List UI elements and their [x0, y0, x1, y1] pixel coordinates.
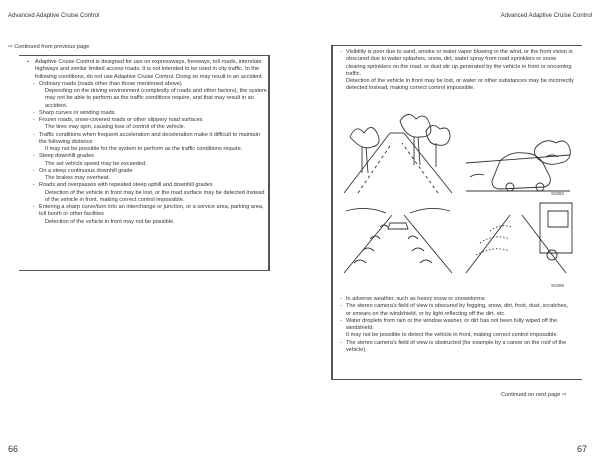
list-item: - In adverse weather, such as heavy snow or snowstorms: [340, 296, 574, 303]
right-box-top-text: [340, 49, 574, 93]
left-page-header: Advanced Adaptive Cruise Control: [8, 13, 100, 19]
figure-code-top: S0392: [551, 191, 565, 196]
list-item: - Frozen roads, snow-covered roads or other slippery road surfaces The tires may spin, causing loss of control of the vehicle.: [33, 117, 267, 132]
page-number-right: 67: [577, 444, 588, 454]
left-box-text: [27, 59, 267, 226]
list-item: - Visibility is poor due to sand, smoke or water vapor blowing in the wind, or the front vision is obscured due to water splashes, snow, dirt, water spray from road sprinklers or snow clearing sprinklers on the road, or dust stir up generated by the vehicle in front or oncoming traffic. Detection of the vehicle in front may be lost, or water or other substances may be incorrectly detected instead, making correct control impossible.: [340, 49, 574, 93]
list-item: - On a steep continuous downhill grade The brakes may overheat.: [33, 168, 267, 183]
list-item: - Roads and overpasses with repeated steep uphill and downhill grades Detection of the vehicle in front may be lost, or the road surface may be detected instead of the vehicle in front, making correct control impossible.: [33, 182, 267, 204]
continued-from-previous: ⇨ Continued from previous page: [8, 44, 90, 50]
continued-on-next: Continued on next page ⇨: [501, 392, 567, 398]
intro-paragraph: • Adaptive Cruise Control is designed for use on expressways, freeways, toll roads, interstate highways and similar limited access roads. It is not intended to be used in city traffic. In the following conditions, do not use Adaptive Cruise Control. Doing so may result in an accident.: [27, 59, 267, 81]
list-item: - Traffic conditions when frequent acceleration and deceleration make it difficult to maintain the following distance It may not be possible for the system to perform as the traffic conditions require.: [33, 132, 267, 154]
list-item: - Entering a sharp curve/turn into an interchange or junction, or a service area, parking area, toll booth or other facilities Detection of the vehicle in front may not be possible.: [33, 204, 267, 226]
condition-list: [27, 81, 267, 226]
right-page-header: Advanced Adaptive Cruise Control: [500, 13, 592, 19]
list-item: - Water droplets from rain or the window washer, or dirt has not been fully wiped off the windshield. It may not be possible to detect the vehicle in front, making correct control impossible.: [340, 318, 574, 340]
illustration-poor-visibility: [340, 103, 574, 283]
list-item: - The stereo camera's field of view is obstructed (for example by a canoe on the roof of the vehicle).: [340, 340, 574, 355]
list-item: - The stereo camera's field of view is obscured by fogging, snow, dirt, frost, dust, scratches, or smears on the windshield, or by light reflecting off the dirt, etc.: [340, 303, 574, 318]
list-item: - Sharp curves or winding roads: [33, 110, 267, 117]
list-item: - Ordinary roads (roads other than those mentioned above) Depending on the driving environment (complexity of roads and other factors), the system may not be able to perform as the traffic conditions require, and that may result in an accident.: [33, 81, 267, 110]
figure-code-bottom: S0396: [551, 283, 565, 288]
page-number-left: 66: [8, 444, 19, 454]
list-item: - Steep downhill grades The set vehicle speed may be exceeded.: [33, 153, 267, 168]
right-box-bottom-text: [340, 296, 574, 354]
